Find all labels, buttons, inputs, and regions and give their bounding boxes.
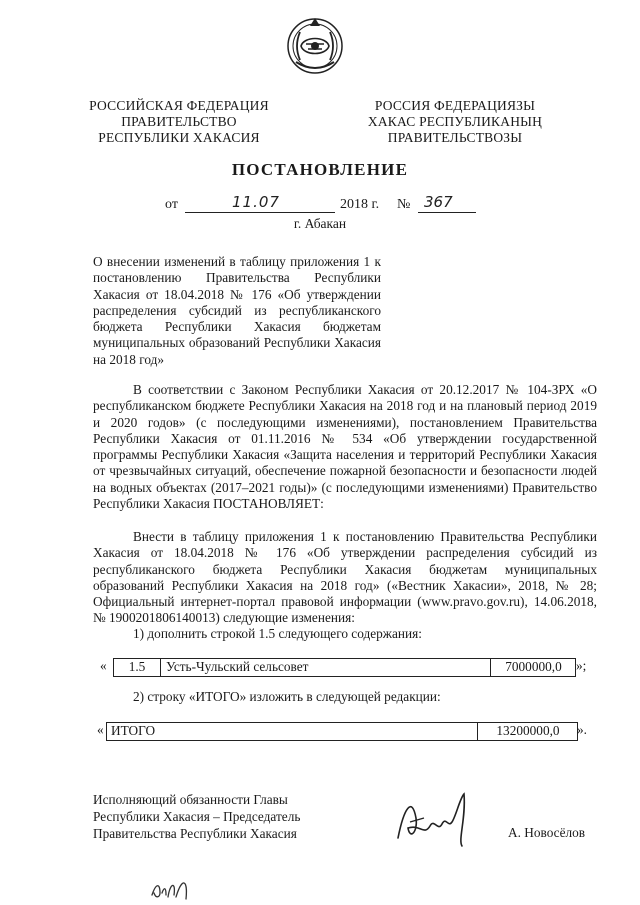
table-row-1-5	[113, 658, 576, 677]
header-right	[360, 98, 550, 146]
header-left-line: ПРАВИТЕЛЬСТВО	[121, 114, 237, 129]
city-name: г. Абакан	[293, 216, 347, 231]
row-amount-cell: 7000000,0	[490, 659, 576, 676]
handwritten-number: 367	[424, 193, 453, 211]
coat-of-arms-emblem	[286, 12, 344, 78]
total-amount-cell: 13200000,0	[477, 723, 578, 740]
header-right-line: ХАКАС РЕСПУБЛИКАНЫҢ	[367, 114, 543, 129]
paragraph-basis: В соответствии с Законом Республики Хакасия от 20.12.2017 № 104-ЗРХ «О республиканском бюджете Республики Хакасия на 2018 год и на плановый период 2019 и 2020 годов» (с последующими изменениями), постановлением Правительства Республики Хакасия от 01.11.2016 № 534 «Об утверждении государственной программы Республики Хакасия «Защита населения и территорий Республики Хакасия от чрезвычайных ситуаций, обеспечение пожарной безопасности и безопасности людей на водных объектах (2017–2021 годы)» (с последующими изменениями) Правительство Республики Хакасия ПОСТАНОВЛЯЕТ:	[93, 382, 597, 512]
handwritten-note	[148, 873, 194, 903]
date-year: 2018 г.	[340, 197, 380, 212]
header-left	[80, 98, 278, 146]
signature-line: Республики Хакасия – Председатель	[93, 809, 301, 824]
open-quote: «	[97, 722, 104, 737]
number-underline	[418, 212, 476, 213]
row-number-cell: 1.5	[114, 659, 161, 676]
close-quote: »;	[576, 658, 587, 673]
header-left-line: РОССИЙСКАЯ ФЕДЕРАЦИЯ	[89, 98, 269, 113]
date-prefix: от	[165, 197, 178, 212]
handwritten-signature	[390, 788, 490, 848]
item-1: 1) дополнить строкой 1.5 следующего содержания:	[133, 626, 422, 641]
total-label-cell: ИТОГО	[111, 723, 156, 738]
date-underline	[185, 212, 335, 213]
open-quote: «	[100, 658, 107, 673]
number-sign: №	[397, 197, 411, 212]
header-right-line: ПРАВИТЕЛЬСТВОЗЫ	[387, 130, 523, 145]
subject-heading: О внесении изменений в таблицу приложения 1 к постановлению Правительства Республики Хакасия от 18.04.2018 № 176 «Об утверждении распределения субсидий из республиканского бюджета Республики Хакасия бюджетам муниципальных образований Республики Хакасия на 2018 год»	[93, 254, 381, 367]
item-2: 2) строку «ИТОГО» изложить в следующей редакции:	[133, 689, 441, 704]
row-name-cell: Усть-Чульский сельсовет	[166, 659, 309, 674]
paragraph-amendment: Внести в таблицу приложения 1 к постановлению Правительства Республики Хакасия от 18.04.2018 № 176 «Об утверждении распределения субсидий из республиканского бюджета Республики Хакасия бюджетам муниципальных образований Республики Хакасия на 2018 год» («Вестник Хакасии», 2018, № 28; Официальный интернет-портал правовой информации (www.pravo.gov.ru), 14.06.2018, № 1900201806140013) следующие изменения:	[93, 529, 597, 626]
header-right-line: РОССИЯ ФЕДЕРАЦИЯЗЫ	[374, 98, 536, 113]
header-left-line: РЕСПУБЛИКИ ХАКАСИЯ	[98, 130, 260, 145]
signature-line: Правительства Республики Хакасия	[93, 826, 297, 841]
signature-block	[93, 791, 353, 842]
document-title: ПОСТАНОВЛЕНИЕ	[231, 160, 409, 179]
close-quote: ».	[577, 722, 587, 737]
signature-line: Исполняющий обязанности Главы	[93, 792, 288, 807]
signatory-name: А. Новосёлов	[508, 825, 586, 840]
table-row-total	[106, 722, 578, 741]
handwritten-date: 11.07	[232, 193, 280, 211]
